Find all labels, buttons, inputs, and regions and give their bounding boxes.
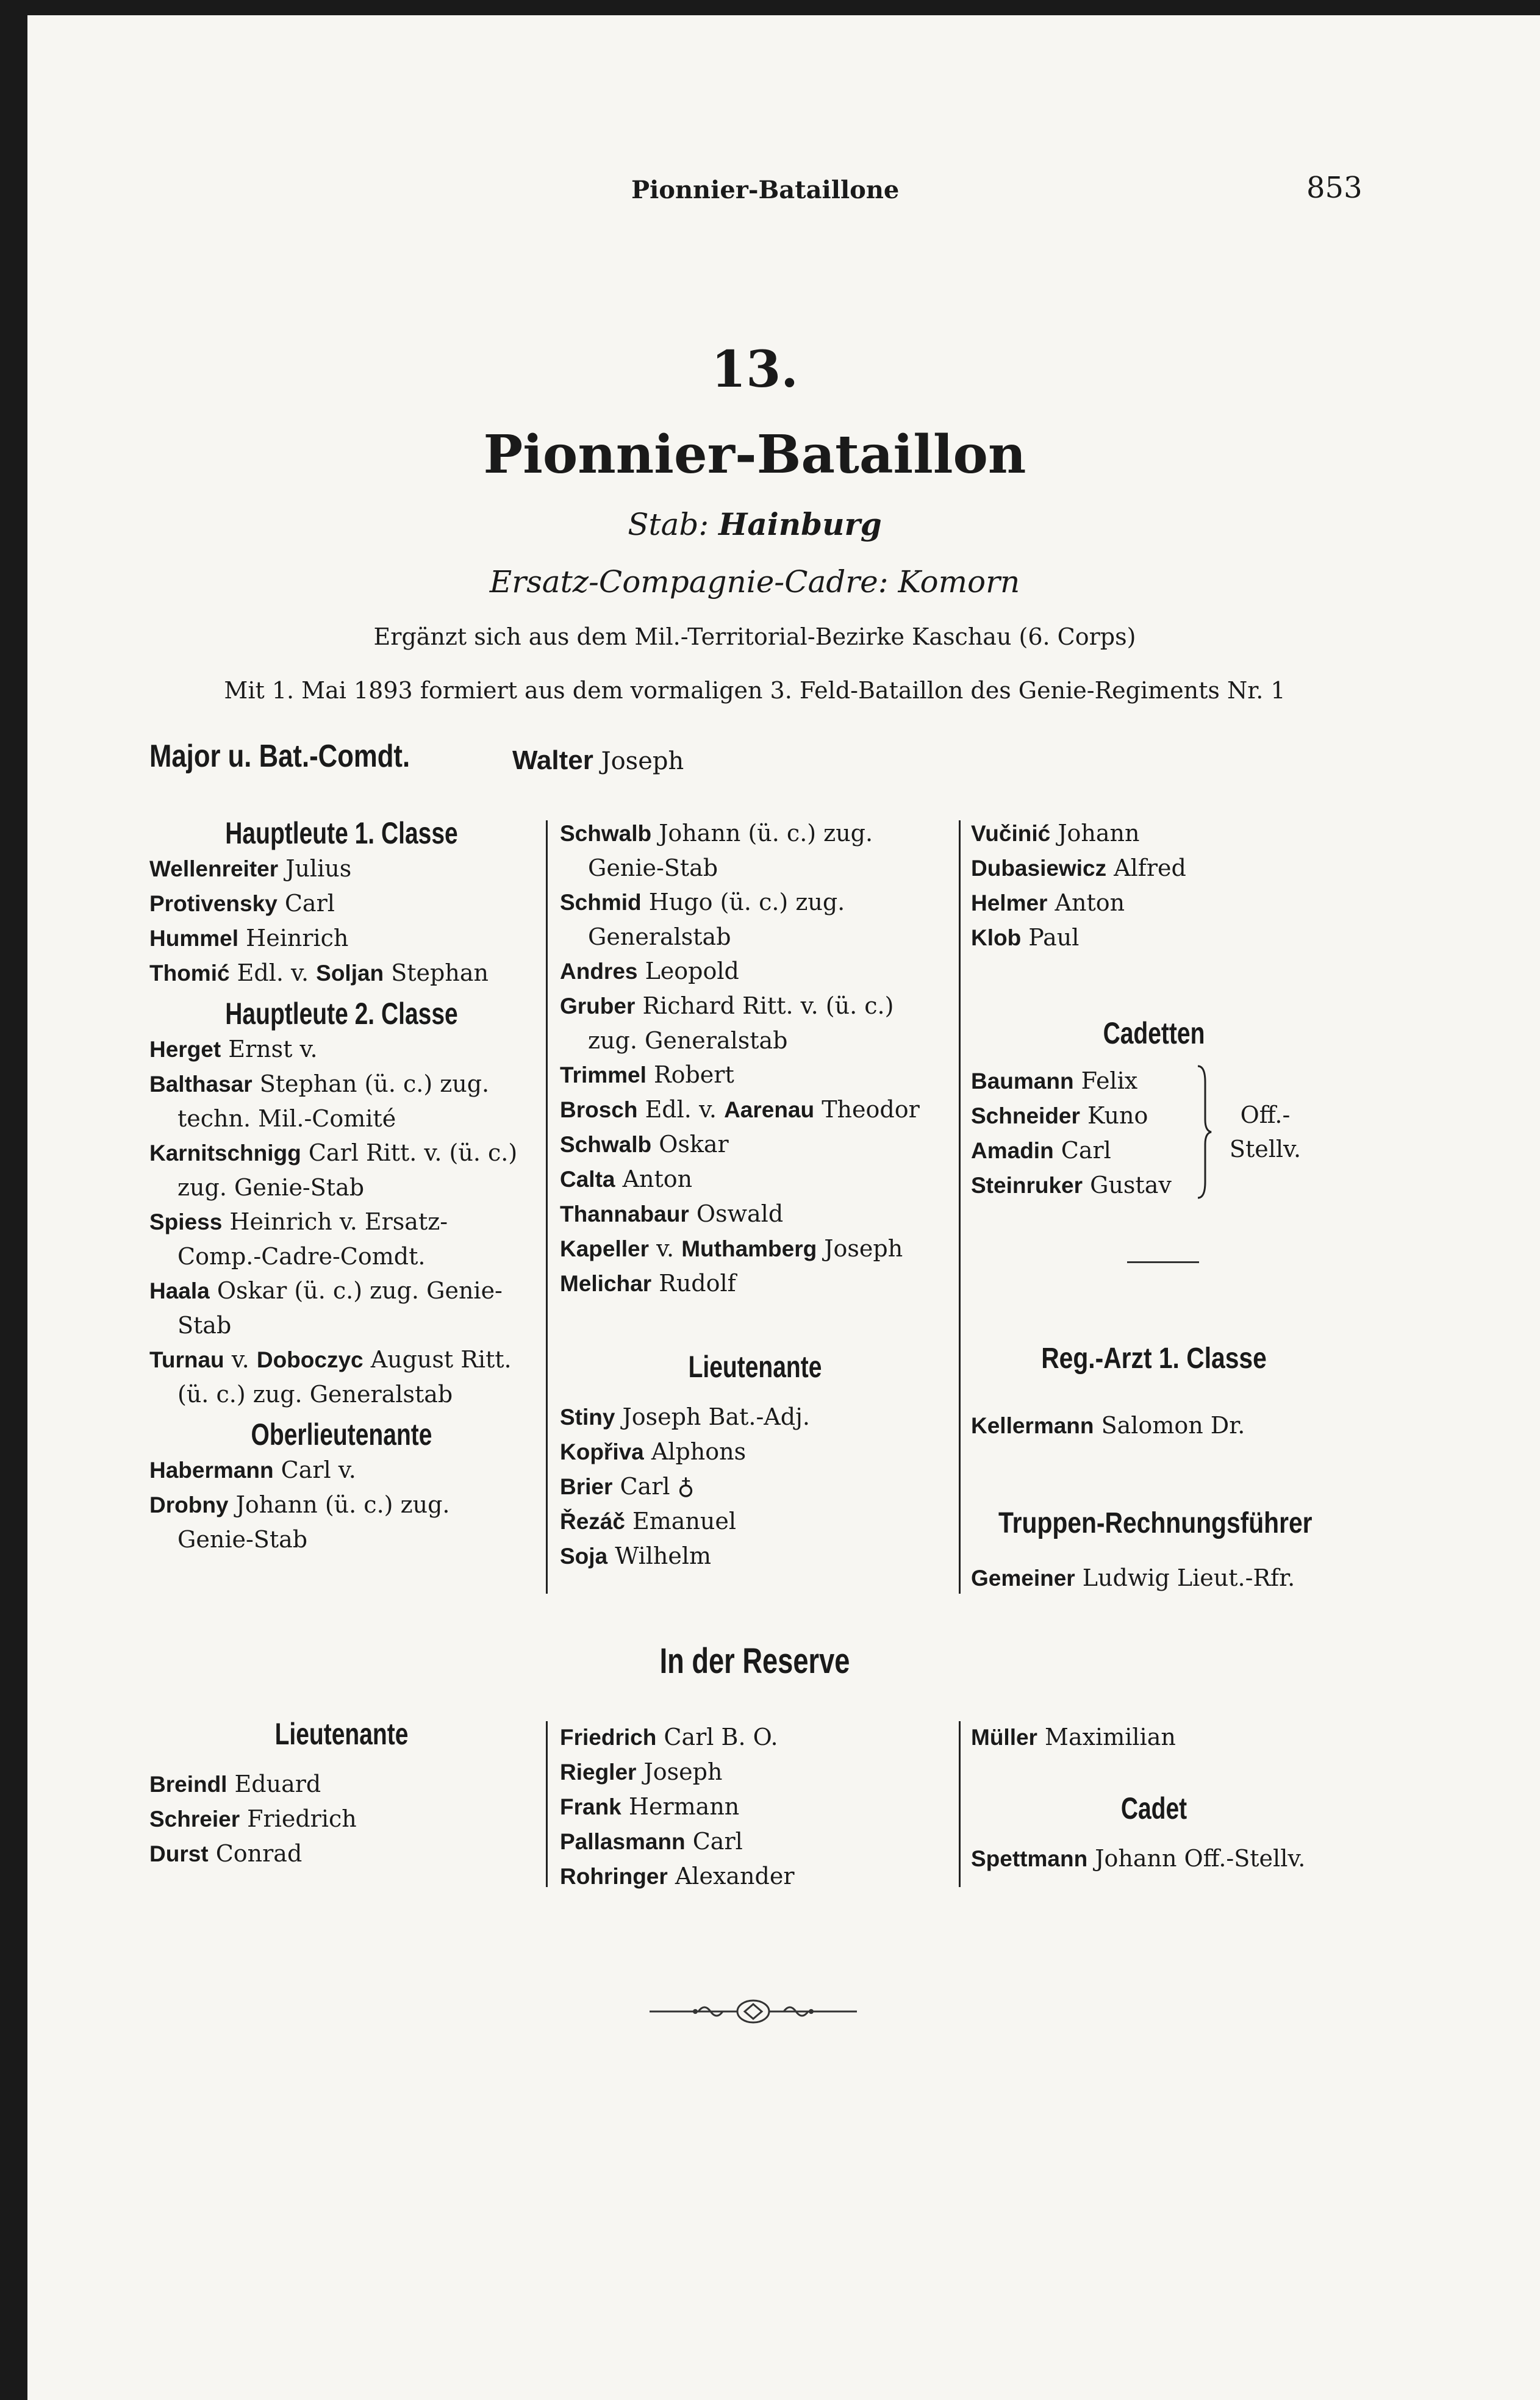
person-details: Alexander bbox=[667, 1863, 795, 1890]
person-details: Hermann bbox=[621, 1793, 740, 1820]
person-details: Maximilian bbox=[1037, 1724, 1176, 1750]
list-hauptleute-2 bbox=[149, 1032, 534, 1411]
major-given: Joseph bbox=[601, 747, 684, 775]
truppen-entry bbox=[971, 1564, 1295, 1591]
stab-place: Hainburg bbox=[718, 506, 882, 542]
person-surname: Melichar bbox=[560, 1271, 652, 1296]
person-surname: Rohringer bbox=[560, 1864, 668, 1889]
person-surname: Turnau bbox=[149, 1347, 224, 1372]
reserve-cadet-entry bbox=[971, 1841, 1361, 1876]
person-details: Heinrich bbox=[238, 925, 349, 951]
list-reserve-2 bbox=[560, 1720, 950, 1894]
reserve-column-3 bbox=[971, 1720, 1361, 1876]
person-entry bbox=[560, 1197, 950, 1231]
person-details: Carl ♁ bbox=[612, 1473, 695, 1500]
ersatz-line: Ersatz-Compagnie-Cadre: Komorn bbox=[489, 564, 1020, 600]
person-details: Oskar (ü. c.) zug. Genie- bbox=[209, 1277, 503, 1304]
person-surname: Schneider bbox=[971, 1103, 1080, 1128]
person-entry-continuation bbox=[149, 1522, 534, 1556]
person-details: Ludwig Lieut.-Rfr. bbox=[1075, 1564, 1295, 1591]
page-number: 853 bbox=[1306, 171, 1363, 205]
person-entry bbox=[560, 1058, 950, 1092]
person-details: Oswald bbox=[689, 1200, 784, 1227]
person-surname: Thannabaur bbox=[560, 1202, 689, 1227]
person-entry bbox=[149, 921, 534, 956]
person-surname: Klob bbox=[971, 925, 1022, 950]
person-surname: Schmid bbox=[560, 890, 642, 915]
person-details: v. bbox=[649, 1235, 682, 1262]
person-details: Joseph bbox=[636, 1758, 723, 1785]
person-entry bbox=[560, 816, 950, 851]
person-entry bbox=[971, 1168, 1203, 1203]
running-head: Pionnier-Bataillone bbox=[631, 176, 900, 204]
person-surname: Pallasmann bbox=[560, 1829, 686, 1854]
separator-dash bbox=[1127, 1261, 1199, 1263]
person-surname: Calta bbox=[560, 1167, 615, 1192]
person-details: Heinrich v. Ersatz- bbox=[222, 1208, 448, 1235]
person-surname: Trimmel bbox=[560, 1062, 646, 1087]
person-entry bbox=[560, 1127, 950, 1162]
person-details: Stab bbox=[177, 1312, 232, 1339]
person-entry-continuation bbox=[149, 1170, 534, 1205]
person-entry bbox=[560, 1469, 950, 1504]
reserve-rule-2 bbox=[959, 1721, 961, 1887]
person-surname: Friedrich bbox=[560, 1725, 657, 1750]
person-entry bbox=[560, 885, 950, 920]
offstellv-label bbox=[1212, 1098, 1319, 1166]
person-entry bbox=[560, 1092, 950, 1127]
person-details: Carl bbox=[277, 890, 335, 917]
person-surname: Riegler bbox=[560, 1760, 637, 1785]
major-surname: Walter bbox=[512, 745, 593, 775]
person-predicate: Soljan bbox=[316, 961, 384, 986]
person-details: Carl bbox=[685, 1828, 743, 1855]
person-surname: Gruber bbox=[560, 994, 636, 1019]
list-oberlieutenante-2 bbox=[560, 816, 950, 1301]
person-details: Kuno bbox=[1080, 1102, 1148, 1129]
person-entry-continuation bbox=[560, 920, 950, 954]
person-entry bbox=[971, 886, 1337, 920]
cadetten-group bbox=[971, 1064, 1337, 1203]
person-details: Comp.-Cadre-Comdt. bbox=[177, 1243, 426, 1270]
person-entry bbox=[971, 1098, 1203, 1133]
person-details: Conrad bbox=[208, 1840, 303, 1867]
person-details: Emanuel bbox=[625, 1508, 737, 1535]
person-entry bbox=[149, 886, 534, 921]
person-surname: Schreier bbox=[149, 1807, 240, 1832]
person-entry bbox=[971, 851, 1337, 886]
person-given-name: August Ritt. bbox=[363, 1346, 512, 1373]
person-details: (ü. c.) zug. Generalstab bbox=[177, 1381, 453, 1408]
stab-line bbox=[27, 506, 1510, 542]
column-rule-1 bbox=[546, 820, 548, 1594]
person-surname: Herget bbox=[149, 1037, 221, 1062]
person-surname: Karnitschnigg bbox=[149, 1141, 301, 1166]
person-surname: Amadin bbox=[971, 1138, 1054, 1163]
list-reserve-3 bbox=[971, 1720, 1361, 1755]
person-details: Johann (ü. c.) zug. bbox=[651, 820, 873, 847]
person-surname: Řezáč bbox=[560, 1509, 625, 1534]
person-surname: Kopřiva bbox=[560, 1439, 644, 1464]
heading-oberlieutenante: Oberlieutenante bbox=[251, 1417, 432, 1452]
person-details: v. bbox=[224, 1346, 257, 1373]
person-details: Joseph Bat.-Adj. bbox=[615, 1403, 810, 1430]
person-details: Ernst v. bbox=[221, 1036, 318, 1062]
stab-label: Stab: bbox=[628, 507, 709, 542]
major-label: Major u. Bat.-Comdt. bbox=[149, 739, 410, 774]
person-details: Generalstab bbox=[588, 923, 731, 950]
person-surname: Haala bbox=[149, 1278, 210, 1303]
list-hauptleute-1 bbox=[149, 851, 534, 990]
person-surname: Kapeller bbox=[560, 1236, 650, 1261]
end-ornament bbox=[650, 1993, 857, 2030]
ergaenzung-line: Ergänzt sich aus dem Mil.-Territorial-Bezirke Kaschau (6. Corps) bbox=[373, 623, 1136, 650]
person-details: Carl Ritt. v. (ü. c.) bbox=[301, 1139, 518, 1166]
person-details: Genie-Stab bbox=[177, 1526, 308, 1553]
person-details: Eduard bbox=[227, 1771, 321, 1797]
person-entry-continuation bbox=[149, 1101, 534, 1136]
person-details: techn. Mil.-Comité bbox=[177, 1105, 396, 1132]
person-details: Carl B. O. bbox=[656, 1724, 778, 1750]
person-surname: Wellenreiter bbox=[149, 856, 279, 881]
person-entry bbox=[149, 851, 534, 886]
person-surname: Andres bbox=[560, 959, 638, 984]
person-entry bbox=[149, 1802, 534, 1836]
person-surname: Soja bbox=[560, 1544, 608, 1569]
person-details: Johann bbox=[1050, 820, 1140, 847]
heading-cadetten: Cadetten bbox=[1103, 1016, 1205, 1050]
person-given-name: Theodor bbox=[814, 1096, 920, 1123]
person-details: Johann Off.-Stellv. bbox=[1087, 1845, 1306, 1872]
person-surname: Habermann bbox=[149, 1458, 274, 1483]
person-entry bbox=[149, 1453, 534, 1488]
person-surname: Durst bbox=[149, 1841, 209, 1866]
person-surname: Brier bbox=[560, 1474, 613, 1499]
person-details: Wilhelm bbox=[607, 1542, 712, 1569]
person-entry bbox=[149, 1342, 534, 1377]
person-details: Anton bbox=[615, 1166, 693, 1192]
person-entry bbox=[149, 1205, 534, 1239]
person-surname: Balthasar bbox=[149, 1072, 252, 1097]
person-details: zug. Generalstab bbox=[588, 1027, 788, 1054]
list-oberlieutenante-1 bbox=[149, 1453, 534, 1556]
person-entry bbox=[560, 1755, 950, 1789]
person-surname: Thomić bbox=[149, 961, 230, 986]
person-entry bbox=[560, 1400, 950, 1435]
person-entry bbox=[560, 954, 950, 989]
person-surname: Breindl bbox=[149, 1772, 227, 1797]
person-details: Johann (ü. c.) zug. bbox=[228, 1491, 450, 1518]
person-surname: Müller bbox=[971, 1725, 1037, 1750]
heading-lieutenante: Lieutenante bbox=[688, 1350, 822, 1384]
person-details: Salomon Dr. bbox=[1094, 1412, 1245, 1439]
list-cadetten bbox=[971, 1064, 1203, 1203]
person-surname: Dubasiewicz bbox=[971, 856, 1107, 881]
person-entry bbox=[560, 1162, 950, 1197]
person-entry bbox=[971, 1720, 1361, 1755]
person-surname: Steinruker bbox=[971, 1173, 1083, 1198]
person-details: Carl v. bbox=[273, 1456, 356, 1483]
person-entry-continuation bbox=[149, 1308, 534, 1342]
person-details: Rudolf bbox=[651, 1270, 736, 1297]
list-lieutenante bbox=[560, 1400, 950, 1574]
person-entry bbox=[149, 1273, 534, 1308]
major-name bbox=[512, 745, 684, 776]
heading-reserve-cadet: Cadet bbox=[1120, 1791, 1187, 1825]
offstellv-line-1: Off.- bbox=[1240, 1101, 1291, 1128]
person-details: Carl bbox=[1053, 1137, 1111, 1164]
person-entry bbox=[560, 1539, 950, 1574]
person-details: Julius bbox=[278, 855, 352, 882]
reserve-column-1 bbox=[149, 1717, 534, 1871]
person-details: Gustav bbox=[1083, 1172, 1172, 1198]
unit-title: Pionnier-Bataillon bbox=[483, 424, 1026, 485]
person-surname: Stiny bbox=[560, 1405, 615, 1430]
heading-hauptleute-1: Hauptleute 1. Classe bbox=[225, 816, 458, 850]
person-details: Leopold bbox=[637, 958, 739, 984]
person-entry-continuation bbox=[560, 1023, 950, 1058]
reg-arzt-entry bbox=[971, 1412, 1245, 1439]
column-rule-2 bbox=[959, 820, 961, 1594]
person-surname: Schwalb bbox=[560, 1132, 652, 1157]
person-details: Anton bbox=[1047, 889, 1125, 916]
person-surname: Brosch bbox=[560, 1097, 638, 1122]
person-entry-continuation bbox=[560, 851, 950, 885]
list-lieutenante-3 bbox=[971, 816, 1337, 955]
unit-number: 13. bbox=[711, 340, 798, 399]
person-entry bbox=[560, 1504, 950, 1539]
person-surname: Vučinić bbox=[971, 821, 1051, 846]
person-entry-continuation bbox=[149, 1239, 534, 1273]
person-details: Richard Ritt. v. (ü. c.) bbox=[635, 992, 894, 1019]
person-entry bbox=[149, 1767, 534, 1802]
person-entry bbox=[560, 989, 950, 1023]
person-entry bbox=[149, 1067, 534, 1101]
list-reserve-1 bbox=[149, 1767, 534, 1871]
person-surname: Spiess bbox=[149, 1209, 223, 1234]
person-surname: Frank bbox=[560, 1794, 621, 1819]
formation-line: Mit 1. Mai 1893 formiert aus dem vormaligen 3. Feld-Bataillon des Genie-Regiments Nr. 1 bbox=[224, 677, 1286, 704]
person-details: Paul bbox=[1021, 924, 1080, 951]
reserve-rule-1 bbox=[546, 1721, 548, 1887]
person-surname: Baumann bbox=[971, 1069, 1074, 1094]
person-surname: Schwalb bbox=[560, 821, 652, 846]
person-details: Robert bbox=[646, 1061, 734, 1088]
person-surname: Kellermann bbox=[971, 1413, 1094, 1438]
person-details: Oskar bbox=[651, 1131, 729, 1158]
person-entry bbox=[971, 816, 1337, 851]
person-details: Genie-Stab bbox=[588, 854, 718, 881]
heading-hauptleute-2: Hauptleute 2. Classe bbox=[225, 997, 458, 1031]
cadetten-brace bbox=[1195, 1064, 1214, 1200]
heading-reg-arzt: Reg.-Arzt 1. Classe bbox=[1041, 1342, 1267, 1375]
reserve-column-2 bbox=[560, 1720, 950, 1894]
person-details: Stephan (ü. c.) zug. bbox=[252, 1070, 490, 1097]
person-details: Alphons bbox=[643, 1438, 747, 1465]
person-entry bbox=[560, 1231, 950, 1266]
page-sheet bbox=[27, 15, 1540, 2400]
person-predicate: Aarenau bbox=[724, 1097, 815, 1122]
person-entry bbox=[971, 920, 1337, 955]
offstellv-line-2: Stellv. bbox=[1229, 1136, 1302, 1162]
person-details: Edl. v. bbox=[229, 959, 317, 986]
person-details: Hugo (ü. c.) zug. bbox=[641, 889, 845, 915]
person-surname: Helmer bbox=[971, 890, 1048, 915]
heading-truppen-rechnungsfuehrer: Truppen-Rechnungsführer bbox=[998, 1507, 1313, 1539]
column-2 bbox=[560, 816, 950, 1574]
person-predicate: Muthamberg bbox=[681, 1236, 817, 1261]
person-entry bbox=[149, 1136, 534, 1170]
person-details: Friedrich bbox=[240, 1805, 357, 1832]
person-entry bbox=[149, 1836, 534, 1871]
person-entry bbox=[971, 1133, 1203, 1168]
person-details: Edl. v. bbox=[637, 1096, 725, 1123]
person-surname: Hummel bbox=[149, 926, 238, 951]
person-entry bbox=[149, 1032, 534, 1067]
person-surname: Gemeiner bbox=[971, 1566, 1075, 1591]
person-surname: Spettmann bbox=[971, 1846, 1088, 1871]
person-given-name: Joseph bbox=[817, 1235, 903, 1262]
person-entry bbox=[560, 1266, 950, 1301]
person-entry bbox=[560, 1859, 950, 1894]
person-entry bbox=[560, 1720, 950, 1755]
person-details: Alfred bbox=[1106, 854, 1186, 881]
person-entry-continuation bbox=[149, 1377, 534, 1411]
person-given-name: Stephan bbox=[384, 959, 489, 986]
person-predicate: Doboczyc bbox=[256, 1347, 364, 1372]
person-entry bbox=[560, 1435, 950, 1469]
person-entry bbox=[560, 1789, 950, 1824]
person-entry bbox=[149, 956, 534, 990]
column-1 bbox=[149, 816, 534, 1556]
person-details: Felix bbox=[1073, 1067, 1138, 1094]
person-surname: Drobny bbox=[149, 1492, 229, 1517]
person-entry bbox=[149, 1488, 534, 1522]
heading-reserve-lieutenante: Lieutenante bbox=[274, 1717, 409, 1751]
person-details: zug. Genie-Stab bbox=[177, 1174, 365, 1201]
column-3 bbox=[971, 816, 1337, 1203]
person-entry bbox=[971, 1064, 1203, 1098]
person-surname: Protivensky bbox=[149, 891, 278, 916]
person-entry bbox=[560, 1824, 950, 1859]
heading-reserve: In der Reserve bbox=[659, 1641, 850, 1681]
